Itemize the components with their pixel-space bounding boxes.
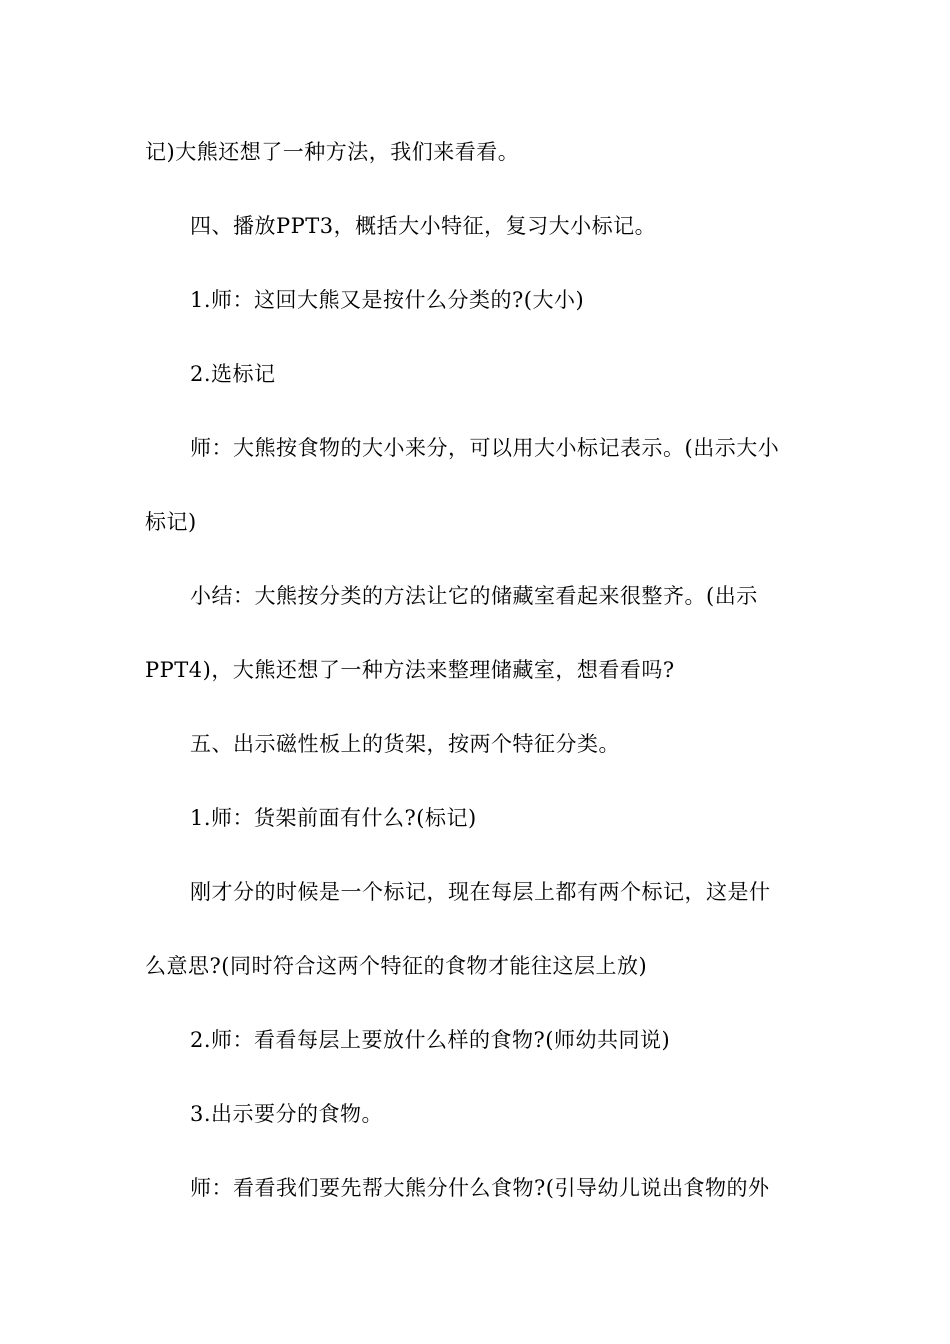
text-line: 刚才分的时候是一个标记，现在每层上都有两个标记，这是什 [190,880,771,904]
text-line: PPT4)，大熊还想了一种方法来整理储藏室，想看看吗? [145,658,675,682]
text-line: 么意思?(同时符合这两个特征的食物才能往这层上放) [145,954,648,978]
text-line: 小结：大熊按分类的方法让它的储藏室看起来很整齐。(出示 [190,584,758,608]
text-line: 五、出示磁性板上的货架，按两个特征分类。 [190,732,620,756]
text-line: 记)大熊还想了一种方法，我们来看看。 [145,140,520,164]
text-line: 标记) [145,510,197,534]
text-line: 1.师：货架前面有什么?(标记) [190,806,477,830]
text-line: 师：看看我们要先帮大熊分什么食物?(引导幼儿说出食物的外 [190,1176,770,1200]
text-line: 师：大熊按食物的大小来分，可以用大小标记表示。(出示大小 [190,436,780,460]
text-line: 2.师：看看每层上要放什么样的食物?(师幼共同说) [190,1028,671,1052]
text-line: 2.选标记 [190,362,276,386]
text-line: 四、播放PPT3，概括大小特征，复习大小标记。 [190,214,657,238]
text-line: 1.师：这回大熊又是按什么分类的?(大小) [190,288,585,312]
text-line: 3.出示要分的食物。 [190,1102,384,1126]
